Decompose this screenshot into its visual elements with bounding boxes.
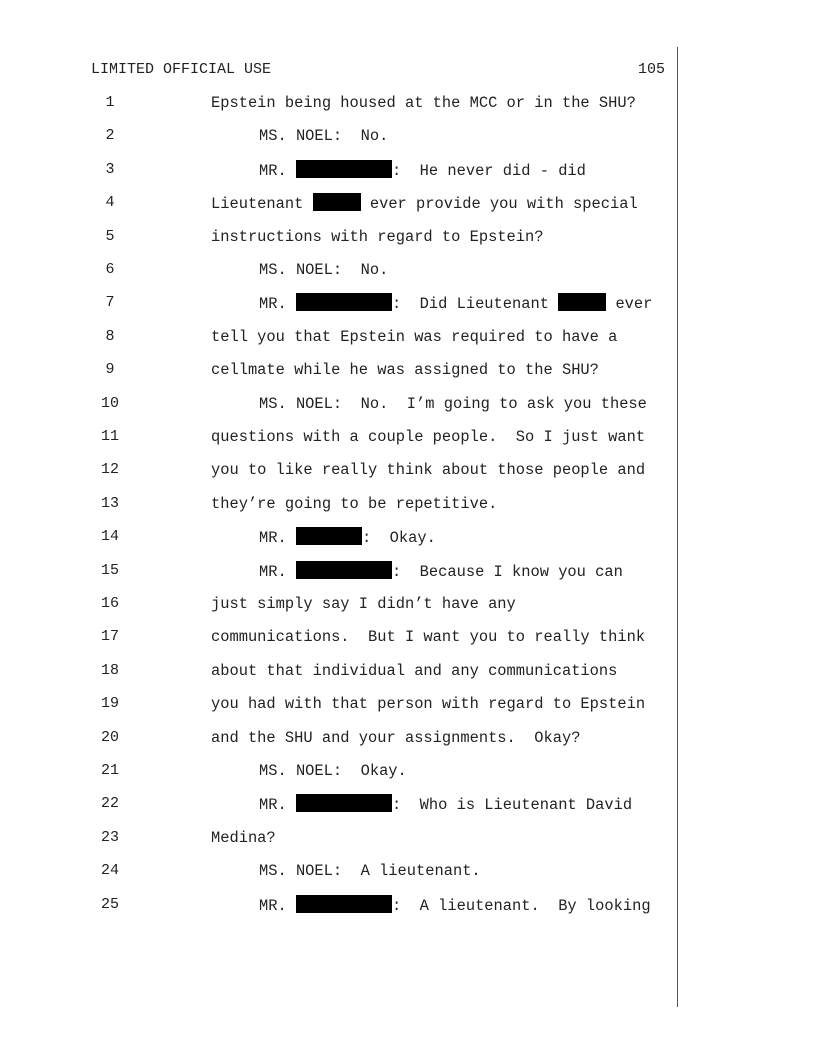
line-number: 17 <box>100 628 119 646</box>
classification-header: LIMITED OFFICIAL USE <box>91 61 272 78</box>
page-number: 105 <box>638 61 666 78</box>
transcript-line <box>0 561 677 594</box>
line-text <box>211 661 617 681</box>
text-segment: instructions with regard to Epstein? <box>211 227 544 246</box>
transcript-line <box>0 661 677 694</box>
text-segment: communications. But I want you to really think <box>211 628 646 647</box>
line-number: 3 <box>105 160 115 178</box>
transcript-line <box>0 861 677 894</box>
line-text <box>259 861 481 881</box>
line-text <box>259 527 436 548</box>
line-number: 22 <box>100 795 119 813</box>
text-segment: just simply say I didn’t have any <box>211 595 516 613</box>
line-text <box>211 93 636 113</box>
line-number: 12 <box>100 461 119 479</box>
text-segment: Epstein being housed at the MCC or in the SHU? <box>211 94 636 112</box>
line-text <box>211 594 516 614</box>
line-text <box>211 460 645 480</box>
line-number: 10 <box>100 394 119 412</box>
text-segment: MR. <box>259 529 296 548</box>
line-text <box>259 394 647 414</box>
text-segment: you to like really think about those people and <box>211 461 646 480</box>
redaction-block <box>296 527 362 545</box>
line-number: 11 <box>100 428 119 445</box>
redaction-block <box>296 561 392 579</box>
line-text <box>259 293 652 314</box>
line-text <box>259 260 388 280</box>
transcript-line <box>0 594 677 627</box>
line-number: 5 <box>105 227 115 245</box>
redaction-block <box>296 160 392 178</box>
transcript-line <box>0 895 677 928</box>
text-segment: MS. NOEL: No. I’m going to ask you these <box>259 394 647 413</box>
line-text <box>259 160 586 181</box>
transcript-line <box>0 327 677 360</box>
text-segment: about that individual and any communications <box>211 661 618 680</box>
line-number: 19 <box>100 695 119 713</box>
text-segment: ever provide you with special <box>360 195 638 214</box>
transcript-line <box>0 828 677 861</box>
transcript-line <box>0 728 677 761</box>
line-text <box>211 360 599 380</box>
text-segment: MS. NOEL: No. <box>259 127 389 146</box>
transcript-line <box>0 394 677 427</box>
line-number: 1 <box>105 94 115 111</box>
text-segment: tell you that Epstein was required to have a <box>211 327 618 346</box>
line-number: 20 <box>100 728 119 746</box>
transcript-line <box>0 527 677 560</box>
transcript-line <box>0 761 677 794</box>
line-number: 14 <box>100 528 119 546</box>
line-number: 18 <box>100 661 119 679</box>
line-text <box>259 895 651 916</box>
line-number: 16 <box>100 595 119 612</box>
text-segment: : Who is Lieutenant David <box>391 796 633 815</box>
line-number: 4 <box>105 194 115 212</box>
text-segment: MR. <box>259 161 296 180</box>
transcript-line <box>0 427 677 460</box>
transcript-line <box>0 160 677 193</box>
transcript-line <box>0 260 677 293</box>
text-segment: MS. NOEL: No. <box>259 261 389 279</box>
transcript-line <box>0 494 677 527</box>
line-text <box>211 327 617 347</box>
line-text <box>211 227 544 247</box>
line-text <box>211 627 645 647</box>
text-segment: : He never did - did <box>391 161 586 180</box>
line-number: 15 <box>100 561 119 579</box>
text-segment: : Okay. <box>361 529 436 548</box>
text-segment: MS. NOEL: Okay. <box>259 762 407 780</box>
text-segment: MS. NOEL: A lieutenant. <box>259 862 481 881</box>
line-text <box>259 126 388 146</box>
redaction-block <box>558 293 606 311</box>
line-text <box>211 728 580 748</box>
line-number: 21 <box>100 762 119 779</box>
text-segment: questions with a couple people. So I just want <box>211 428 646 446</box>
line-number: 7 <box>105 294 115 312</box>
transcript-line <box>0 460 677 493</box>
text-segment: they’re going to be repetitive. <box>211 494 498 513</box>
text-segment: MR. <box>259 896 296 915</box>
line-number: 2 <box>105 127 115 145</box>
text-segment: ever <box>606 295 653 314</box>
text-segment: : Did Lieutenant <box>391 295 559 314</box>
line-number: 8 <box>105 327 115 345</box>
line-number: 25 <box>100 895 119 913</box>
text-segment: cellmate while he was assigned to the SHU? <box>211 361 599 380</box>
text-segment: Lieutenant <box>211 195 313 214</box>
line-number: 6 <box>105 261 115 278</box>
text-segment: MR. <box>259 562 296 581</box>
line-text <box>211 828 276 848</box>
line-text <box>211 494 497 514</box>
transcript-line <box>0 293 677 326</box>
transcript-line <box>0 794 677 827</box>
text-segment: and the SHU and your assignments. Okay? <box>211 728 581 747</box>
transcript-line <box>0 360 677 393</box>
text-segment: you had with that person with regard to Epstein <box>211 695 646 714</box>
line-text <box>211 193 638 214</box>
line-text <box>259 794 632 815</box>
transcript-line <box>0 93 677 126</box>
transcript-line <box>0 193 677 226</box>
transcript-line <box>0 627 677 660</box>
text-segment: : Because I know you can <box>391 562 623 581</box>
line-text <box>211 427 645 447</box>
text-segment: MR. <box>259 796 296 815</box>
redaction-block <box>296 794 392 812</box>
line-number: 23 <box>100 828 119 846</box>
redaction-block <box>313 193 361 211</box>
transcript-line <box>0 694 677 727</box>
line-text <box>259 561 623 582</box>
line-text <box>259 761 407 781</box>
redaction-block <box>296 895 392 913</box>
text-segment: : A lieutenant. By looking <box>391 896 651 915</box>
text-segment: Medina? <box>211 828 276 847</box>
line-text <box>211 694 645 714</box>
text-segment: MR. <box>259 295 296 314</box>
redaction-block <box>296 293 392 311</box>
line-number: 24 <box>100 862 119 880</box>
transcript-line <box>0 126 677 159</box>
line-number: 9 <box>105 361 115 379</box>
line-number: 13 <box>100 494 119 512</box>
transcript-line <box>0 227 677 260</box>
right-margin-rule <box>677 47 678 1007</box>
